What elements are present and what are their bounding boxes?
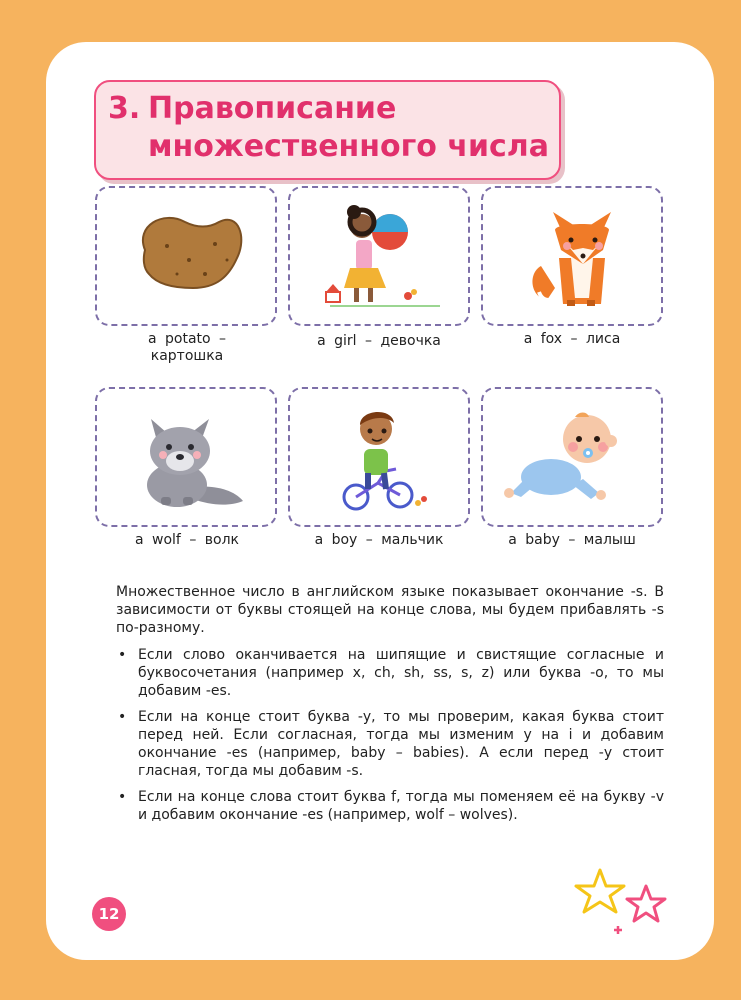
page-title: [108, 90, 549, 166]
bullet-dot-2: •: [118, 709, 127, 725]
caption-boy: [284, 532, 474, 549]
caption-fox-line1: a fox – лиса: [523, 331, 621, 347]
card-girl: [288, 186, 470, 326]
bullet-dot-1: •: [118, 647, 127, 663]
fox-icon: [483, 188, 665, 328]
caption-wolf-line1: a wolf – волк: [135, 532, 239, 548]
card-potato: [95, 186, 277, 326]
caption-baby: [477, 532, 667, 549]
caption-girl-line1: a girl – девочка: [317, 333, 441, 349]
rule-bullet-1: [116, 646, 664, 700]
caption-girl: [284, 333, 474, 350]
girl-icon: [290, 188, 472, 328]
caption-baby-line1: a baby – малыш: [508, 532, 636, 548]
baby-icon: [483, 389, 665, 529]
caption-potato: [92, 331, 282, 365]
rule-text-3: Если на конце слова стоит буква f, тогда мы поменяем её на букву -v и добавим окончание -es (например, wolf – wolves).: [138, 789, 664, 823]
caption-potato-line1: a potato –: [147, 331, 227, 347]
title-line-1: Правописание: [148, 91, 397, 126]
caption-boy-line1: a boy – мальчик: [314, 532, 444, 548]
intro-paragraph: Множественное число в английском языке показывает окончание -s. В зависимости от буквы стоящей на конце слова, мы будем прибавлять -s по-разному.: [116, 584, 664, 636]
title-line-2: множественного числа: [148, 129, 549, 164]
rule-text-2: Если на конце стоит буква -y, то мы проверим, какая буква стоит перед ней. Если согласная, тогда мы изменим y на i и добавим окончание -es (например, baby – babies). А если перед -y стоит гласная, тогда мы добавим -s.: [138, 709, 664, 779]
potato-icon: [97, 188, 279, 328]
rule-bullet-2: [116, 708, 664, 780]
title-number: 3.: [108, 91, 141, 126]
rule-text-1: Если слово оканчивается на шипящие и свистящие согласные и буквосочетания (например x, ch, sh, ss, s, z) или буква -o, то мы добавим -es.: [138, 647, 664, 699]
wolf-icon: [97, 389, 279, 529]
page-number: 12: [92, 897, 126, 931]
card-baby: [481, 387, 663, 527]
bullet-dot-3: •: [118, 789, 127, 805]
rule-bullet-3: [116, 788, 664, 824]
card-wolf: [95, 387, 277, 527]
card-boy: [288, 387, 470, 527]
caption-wolf: [92, 532, 282, 549]
caption-potato-line2: картошка: [150, 348, 224, 364]
caption-fox: [477, 331, 667, 348]
stars-decoration-icon: [570, 866, 670, 946]
card-fox: [481, 186, 663, 326]
boy-icon: [290, 389, 472, 529]
